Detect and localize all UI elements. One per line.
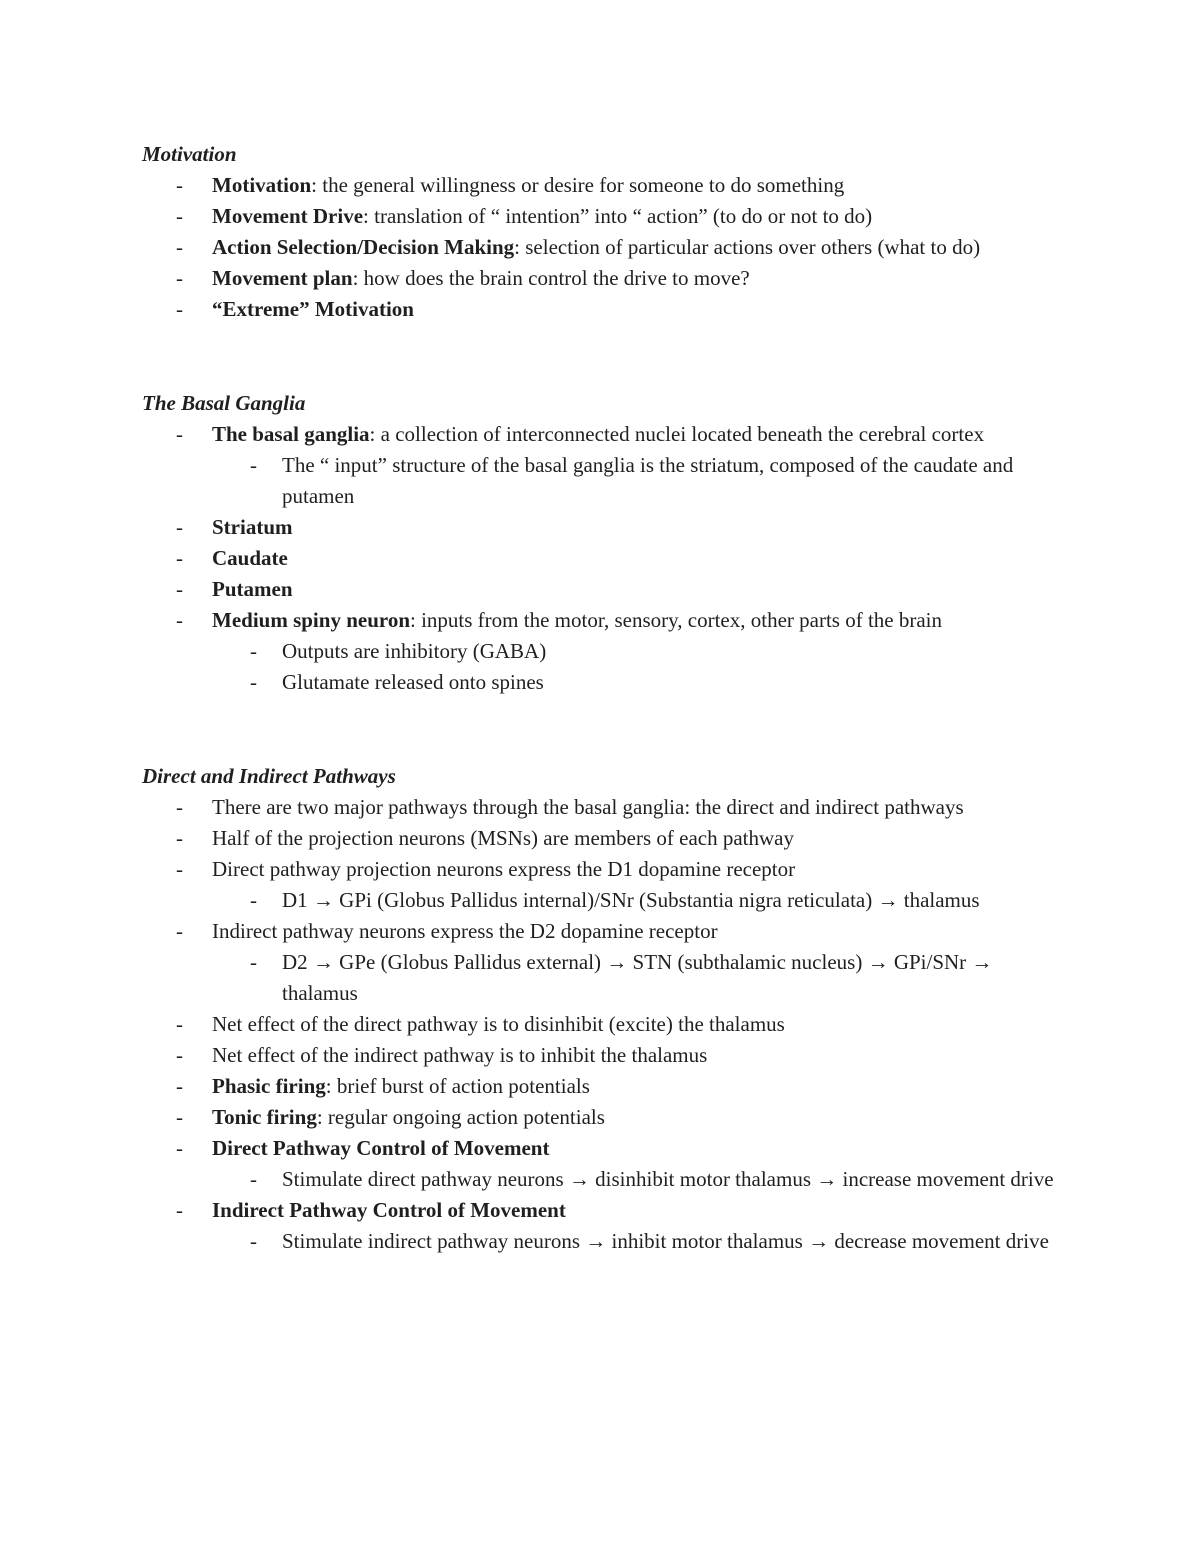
sub-list-item: - Stimulate direct pathway neurons → disinhibit motor thalamus → increase movement drive: [212, 1164, 1072, 1195]
term: The basal ganglia: [212, 422, 370, 446]
term: Putamen: [212, 577, 293, 601]
sub-list: [212, 1164, 1072, 1195]
term: Striatum: [212, 515, 293, 539]
list-item: [142, 1040, 1072, 1071]
term: Action Selection/Decision Making: [212, 235, 515, 259]
sub-list-item: - Stimulate indirect pathway neurons → inhibit motor thalamus → decrease movement drive: [212, 1226, 1072, 1257]
list-item: [142, 201, 1072, 232]
sub-list: [212, 885, 1072, 916]
list-item: [142, 232, 1072, 263]
definition: Indirect pathway neurons express the D2 dopamine receptor: [212, 919, 718, 943]
bullet-list: [142, 419, 1072, 698]
section-title: The Basal Ganglia: [142, 391, 306, 415]
term: Movement Drive: [212, 204, 364, 228]
definition: : regular ongoing action potentials: [316, 1105, 605, 1129]
sub-list: [212, 947, 1072, 1009]
sub-list: [212, 450, 1072, 512]
term: Caudate: [212, 546, 288, 570]
sub-list-item: - Outputs are inhibitory (GABA): [212, 636, 1072, 667]
list-item: [142, 170, 1072, 201]
term: Motivation: [212, 173, 312, 197]
list-item: [142, 419, 1072, 512]
definition: : brief burst of action potentials: [325, 1074, 590, 1098]
list-item: [142, 823, 1072, 854]
list-item: [142, 263, 1072, 294]
list-item: [142, 574, 1072, 605]
list-item: [142, 854, 1072, 916]
list-item: [142, 916, 1072, 1009]
definition: : the general willingness or desire for someone to do something: [311, 173, 845, 197]
definition: : how does the brain control the drive to move?: [352, 266, 750, 290]
sub-list-item: - Glutamate released onto spines: [212, 667, 1072, 698]
definition: : selection of particular actions over others (what to do): [514, 235, 981, 259]
sub-list-item: - D2 → GPe (Globus Pallidus external) → STN (subthalamic nucleus) → GPi/SNr → thalamus: [212, 947, 1072, 1009]
section-title: Motivation: [142, 142, 237, 166]
list-item: [142, 1133, 1072, 1195]
list-item: [142, 294, 1072, 325]
definition: : inputs from the motor, sensory, cortex, other parts of the brain: [410, 608, 943, 632]
section-motivation: [142, 139, 1072, 325]
bullet-list: [142, 792, 1072, 1257]
list-item: [142, 1071, 1072, 1102]
section-title: Direct and Indirect Pathways: [142, 764, 396, 788]
definition: Net effect of the indirect pathway is to inhibit the thalamus: [212, 1043, 708, 1067]
list-item: [142, 1195, 1072, 1257]
definition: Net effect of the direct pathway is to disinhibit (excite) the thalamus: [212, 1012, 785, 1036]
section-basal-ganglia: [142, 388, 1072, 698]
definition: : a collection of interconnected nuclei located beneath the cerebral cortex: [369, 422, 985, 446]
term: Medium spiny neuron: [212, 608, 410, 632]
list-item: [142, 543, 1072, 574]
definition: There are two major pathways through the basal ganglia: the direct and indirect pathways: [212, 795, 964, 819]
list-item: [142, 512, 1072, 543]
list-item: [142, 1102, 1072, 1133]
term: Tonic firing: [212, 1105, 317, 1129]
list-item: [142, 1009, 1072, 1040]
sub-list: [212, 636, 1072, 698]
sub-list-item: - The “ input” structure of the basal ganglia is the striatum, composed of the caudate and putamen: [212, 450, 1072, 512]
term: Indirect Pathway Control of Movement: [212, 1198, 566, 1222]
sub-list: [212, 1226, 1072, 1257]
definition: Half of the projection neurons (MSNs) are members of each pathway: [212, 826, 794, 850]
term: Phasic firing: [212, 1074, 326, 1098]
term: Movement plan: [212, 266, 353, 290]
definition: Direct pathway projection neurons express the D1 dopamine receptor: [212, 857, 796, 881]
definition: : translation of “ intention” into “ action” (to do or not to do): [363, 204, 873, 228]
sub-list-item: - D1 → GPi (Globus Pallidus internal)/SNr (Substantia nigra reticulata) → thalamus: [212, 885, 1072, 916]
term: “Extreme” Motivation: [212, 297, 414, 321]
list-item: [142, 792, 1072, 823]
section-pathways: [142, 761, 1072, 1257]
list-item: [142, 605, 1072, 698]
term: Direct Pathway Control of Movement: [212, 1136, 550, 1160]
bullet-list: [142, 170, 1072, 325]
